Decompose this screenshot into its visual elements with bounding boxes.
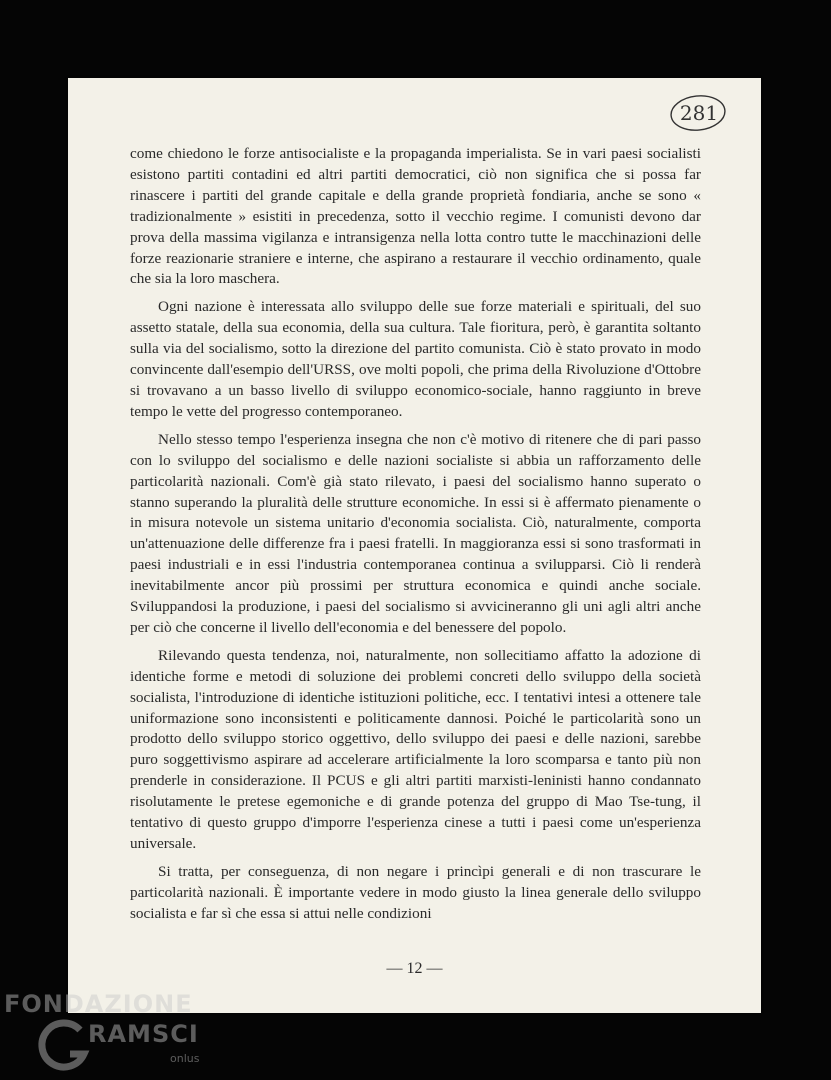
archive-stamp [668, 92, 730, 134]
paragraph-3: Nello stesso tempo l'esperienza insegna che non c'è motivo di ritenere che di pari passo con lo sviluppo del socialismo e delle nazioni socialiste si abbia un rafforzamento delle particolarità nazionali. Com'è già stato rilevato, i paesi del socialismo hanno superato o stanno superando la pluralità delle strutture economiche. In essi si è affermato pienamente o in misura notevole un sistema unitario d'economia socialista. Ciò, naturalmente, comporta un'attenuazione delle differenze fra i paesi fratelli. In maggioranza essi si sono trasformati in paesi industriali e in essi l'industria contemporanea continua a svilupparsi. Ciò li renderà inevitabilmente ancor più prossimi per struttura economica e quindi anche sociale. Sviluppandosi la produzione, i paesi del socialismo si avvicineranno gli uni agli altri anche per ciò che concerne il livello dell'economia e del benessere del popolo. [130, 430, 701, 636]
body-text [130, 144, 701, 932]
page-number: — 12 — [386, 960, 443, 977]
fondazione-gramsci-watermark [4, 990, 214, 1078]
paragraph-4: Rilevando questa tendenza, noi, naturalmente, non sollecitiamo affatto la adozione di identiche forme e metodi di soluzione dei problemi concreti dello sviluppo della società socialista, l'introduzione di identiche istituzioni politiche, ecc. I tentativi intesi a ottenere tale uniformazione sono inconsistenti e politicamente dannosi. Poiché le particolarità sono un prodotto dello sviluppo storico oggettivo, dello sviluppo dei paesi e delle nazioni, sarebbe puro soggettivismo aspirare ad accelerare artificialmente la loro scomparsa e tanto più non prenderle in considerazione. Il PCUS e gli altri partiti marxisti-leninisti hanno condannato risolutamente le pretese egemoniche e di grande potenza del gruppo di Mao Tse-tung, il tentativo di questo gruppo d'imporre l'esperienza cinese a tutti i paesi come un'esperienza universale. [130, 646, 701, 852]
paragraph-1: come chiedono le forze antisocialiste e la propaganda imperialista. Se in vari paesi socialisti esistono partiti contadini ed altri partiti democratici, ciò non significa che si possa far rinascere i partiti del grande capitale e della grande proprietà fondiaria, anche se sono « tradizionalmente » esistiti in precedenza, sotto il vecchio regime. I comunisti devono dar prova della massima vigilanza e intransigenza nella lotta contro tutte le macchinazioni delle forze reazionarie straniere e interne, che aspirano a restaurare il vecchio ordinamento, quale che sia la loro maschera. [130, 145, 701, 288]
paragraph-2: Ogni nazione è interessata allo sviluppo delle sue forze materiali e spirituali, del suo assetto statale, della sua economia, della sua cultura. Tale fioritura, però, è garantita soltanto sulla via del socialismo, sotto la direzione del partito comunista. Ciò è stato provato in modo convincente dall'esempio dell'URSS, ove molti popoli, che prima della Rivoluzione d'Ottobre si trovavano a un basso livello di sviluppo economico-sociale, hanno raggiunto in breve tempo le vette del progresso contemporaneo. [130, 298, 701, 420]
watermark-line2: RAMSCI [88, 1020, 199, 1048]
watermark-line1: FONDAZIONE [4, 990, 193, 1018]
svg-text:281: 281 [679, 101, 719, 125]
handwritten-number-stamp [668, 92, 730, 134]
watermark-sub: onlus [170, 1052, 200, 1065]
gramsci-g-logo-icon [36, 1016, 96, 1076]
paragraph-5: Si tratta, per conseguenza, di non negare i princìpi generali e di non trascurare le particolarità nazionali. È importante vedere in modo giusto la linea generale dello sviluppo socialista e far sì che essa si attui nelle condizioni [130, 862, 701, 922]
document-page [68, 78, 761, 1013]
